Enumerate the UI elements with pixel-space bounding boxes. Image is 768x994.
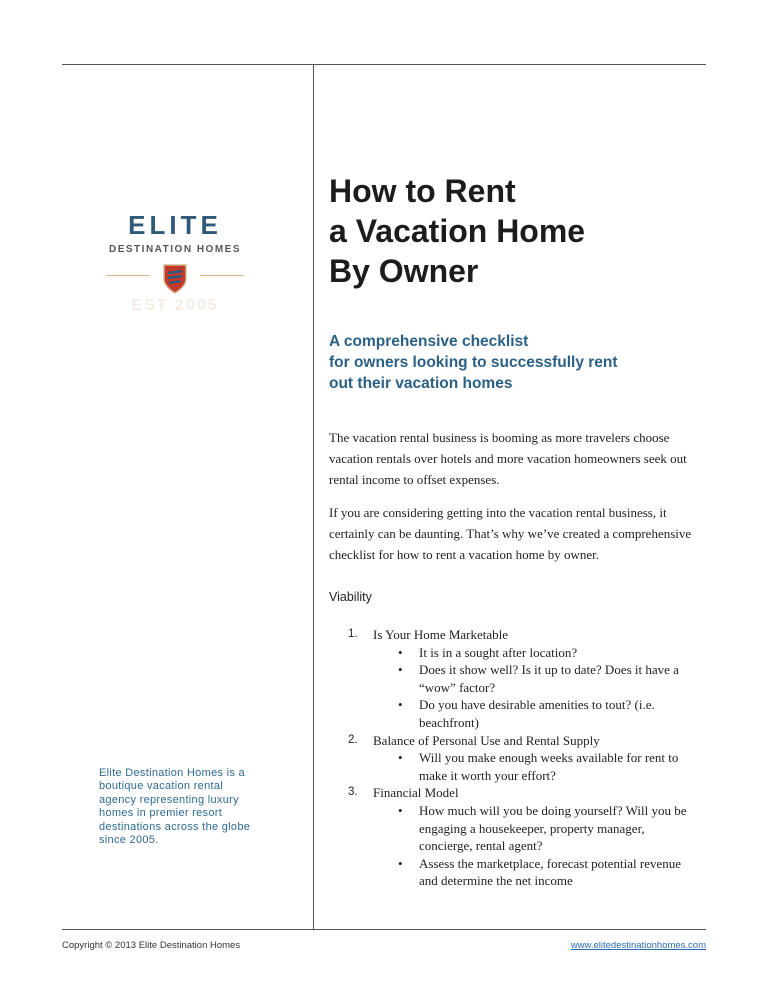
item-number: 1. bbox=[348, 628, 358, 640]
bullet-icon: • bbox=[398, 750, 403, 766]
second-paragraph bbox=[329, 502, 709, 565]
bullet-icon: • bbox=[398, 644, 403, 660]
about-line: agency representing luxury bbox=[99, 793, 239, 806]
page-title bbox=[329, 171, 709, 291]
bullet-line: Assess the marketplace, forecast potential revenue bbox=[419, 855, 682, 871]
about-line: destinations across the globe bbox=[99, 820, 251, 833]
bullet-line: make it worth your effort? bbox=[419, 767, 556, 783]
about-line: homes in premier resort bbox=[99, 807, 223, 820]
bullet-line: “wow” factor? bbox=[419, 679, 496, 695]
paragraph-line: rental income to offset expenses. bbox=[329, 472, 500, 487]
about-line: since 2005. bbox=[99, 834, 159, 847]
bullet-item bbox=[373, 696, 719, 731]
about-line: Elite Destination Homes is a bbox=[99, 767, 245, 779]
website-link[interactable]: www.elitedestinationhomes.com bbox=[570, 940, 706, 951]
column-divider bbox=[313, 64, 314, 930]
bottom-rule bbox=[62, 929, 706, 930]
bullet-item bbox=[373, 855, 719, 890]
bullet-line: How much will you be doing yourself? Will you be bbox=[419, 802, 687, 818]
about-line: boutique vacation rental bbox=[99, 780, 224, 793]
bullet-line: beachfront) bbox=[419, 714, 479, 730]
checklist-item bbox=[329, 784, 719, 890]
bullet-icon: • bbox=[398, 662, 403, 678]
paragraph-line: certainly can be daunting. That’s why we’ve created a comprehensive bbox=[329, 526, 692, 541]
logo-rule-left bbox=[106, 275, 150, 276]
item-title: Balance of Personal Use and Rental Supply bbox=[373, 732, 600, 748]
subtitle-line: A comprehensive checklist bbox=[329, 333, 529, 350]
title-line: a Vacation Home bbox=[329, 213, 586, 249]
company-logo bbox=[100, 210, 250, 314]
bullet-item bbox=[373, 661, 719, 696]
bullet-item bbox=[373, 644, 719, 662]
checklist bbox=[329, 626, 719, 890]
checklist-item bbox=[329, 626, 719, 732]
logo-established: EST 2005 bbox=[131, 297, 219, 314]
checklist-item bbox=[329, 732, 719, 785]
page-subtitle bbox=[329, 331, 709, 394]
paragraph-line: The vacation rental business is booming as more travelers choose bbox=[329, 430, 670, 445]
top-rule bbox=[62, 64, 706, 65]
item-number: 2. bbox=[348, 733, 358, 746]
footer-copyright: Copyright © 2013 Elite Destination Homes bbox=[62, 940, 241, 951]
bullet-icon: • bbox=[398, 697, 403, 713]
bullet-list bbox=[373, 644, 719, 732]
bullet-line: Will you make enough weeks available for rent to bbox=[419, 750, 679, 766]
logo-emblem-row bbox=[100, 263, 250, 314]
item-title: Is Your Home Marketable bbox=[373, 627, 509, 642]
subtitle-line: for owners looking to successfully rent bbox=[329, 354, 618, 371]
bullet-list bbox=[373, 749, 719, 784]
paragraph-line: If you are considering getting into the vacation rental business, it bbox=[329, 505, 667, 520]
bullet-icon: • bbox=[398, 802, 403, 818]
title-line: How to Rent bbox=[329, 173, 516, 209]
shield-icon bbox=[162, 263, 188, 295]
logo-subtitle: DESTINATION HOMES bbox=[109, 244, 241, 255]
bullet-item bbox=[373, 802, 719, 855]
logo-name: ELITE bbox=[128, 210, 222, 240]
section-heading: Viability bbox=[329, 590, 372, 604]
title-line: By Owner bbox=[329, 253, 479, 289]
bullet-line: and determine the net income bbox=[419, 873, 573, 889]
sidebar-about-text bbox=[99, 767, 264, 847]
item-number: 3. bbox=[348, 786, 358, 799]
bullet-line: concierge, rental agent? bbox=[419, 838, 543, 854]
intro-paragraph bbox=[329, 427, 709, 490]
item-title: Financial Model bbox=[373, 785, 459, 801]
paragraph-line: checklist for how to rent a vacation home by owner. bbox=[329, 547, 600, 562]
paragraph-line: vacation rentals over hotels and more vacation homeowners seek out bbox=[329, 451, 687, 466]
bullet-line: Does it show well? Is it up to date? Does it have a bbox=[419, 662, 679, 678]
bullet-line: engaging a housekeeper, property manager, bbox=[419, 820, 645, 836]
bullet-icon: • bbox=[398, 855, 403, 871]
bullet-list bbox=[373, 802, 719, 890]
subtitle-line: out their vacation homes bbox=[329, 375, 513, 392]
bullet-line: It is in a sought after location? bbox=[419, 644, 578, 660]
bullet-item bbox=[373, 749, 719, 784]
logo-rule-right bbox=[200, 275, 244, 276]
bullet-line: Do you have desirable amenities to tout? (i.e. bbox=[419, 697, 655, 713]
